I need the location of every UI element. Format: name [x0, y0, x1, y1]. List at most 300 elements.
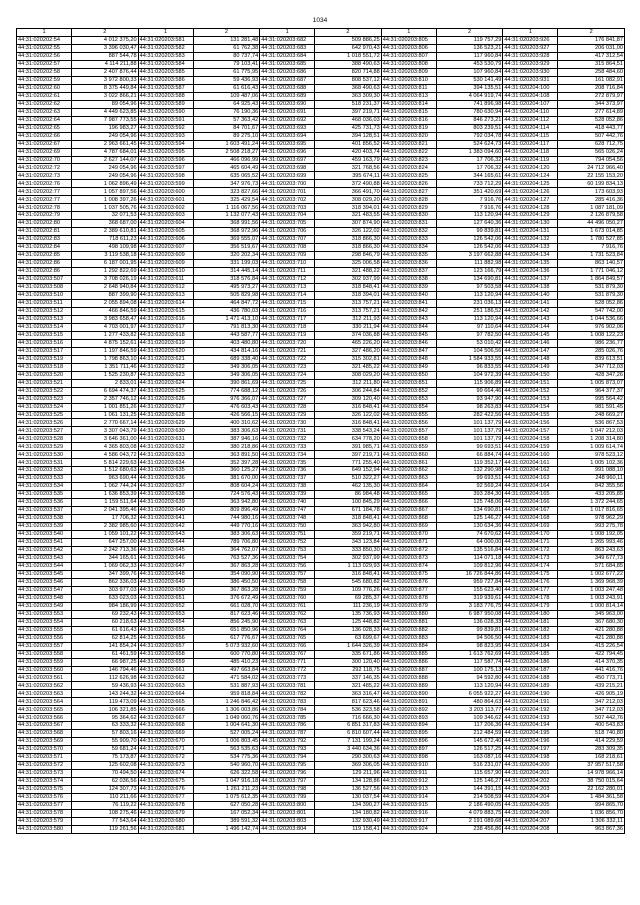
cadastral-number-cell: 44:31:020203:516: [17, 339, 72, 347]
cadastral-value-cell: 1 261 211,23: [193, 786, 260, 794]
cadastral-value-cell: 527 005,24: [193, 730, 260, 738]
cadastral-value-cell: 4 079 883,75: [436, 809, 503, 817]
cadastral-number-cell: 44:31:020203:570: [17, 746, 72, 754]
cadastral-number-cell: 44:31:020204:176: [503, 578, 558, 586]
cadastral-value-cell: 60 218,63: [72, 618, 139, 626]
cadastral-number-cell: 44:31:020203:723: [260, 363, 315, 371]
cadastral-number-cell: 44:31:020202:69: [17, 148, 72, 156]
cadastral-number-cell: 44:31:020203:596: [138, 156, 193, 164]
cadastral-number-cell: 44:31:020203:931: [503, 76, 558, 84]
cadastral-value-cell: 60 199 834,13: [558, 180, 625, 188]
cadastral-value-cell: 129 211,96: [315, 770, 382, 778]
cadastral-value-cell: 5 073 932,60: [193, 642, 260, 650]
cadastral-number-cell: 44:31:020203:677: [138, 794, 193, 802]
cadastral-number-cell: 44:31:020203:828: [381, 196, 436, 204]
cadastral-number-cell: 44:31:020203:532: [17, 467, 72, 475]
cadastral-number-cell: 44:31:020204:144: [503, 323, 558, 331]
table-row: [17, 427, 625, 435]
cadastral-number-cell: 44:31:020203:659: [138, 658, 193, 666]
cadastral-number-cell: 44:31:020203:753: [260, 546, 315, 554]
table-row: [17, 475, 625, 483]
cadastral-value-cell: 6 851 317,83: [315, 722, 382, 730]
cadastral-number-cell: 44:31:020203:850: [381, 371, 436, 379]
cadastral-number-cell: 44:31:020203:556: [17, 634, 72, 642]
cadastral-value-cell: 131 281,48: [193, 36, 260, 44]
cadastral-value-cell: 315 302,81: [315, 355, 382, 363]
cadastral-number-cell: 44:31:020203:867: [381, 507, 436, 515]
cadastral-number-cell: 44:31:020202:79: [17, 212, 72, 220]
cadastral-number-cell: 44:31:020203:628: [138, 411, 193, 419]
cadastral-number-cell: 44:31:020204:197: [503, 746, 558, 754]
cadastral-value-cell: 3 119 538,18: [72, 252, 139, 260]
cadastral-value-cell: 771 255,40: [315, 459, 382, 467]
cadastral-number-cell: 44:31:020203:535: [17, 491, 72, 499]
table-row: [17, 403, 625, 411]
cadastral-number-cell: 44:31:020203:602: [138, 204, 193, 212]
table-row: [17, 443, 625, 451]
cadastral-number-cell: 44:31:020203:832: [381, 228, 436, 236]
cadastral-value-cell: 369 555,07: [193, 236, 260, 244]
cadastral-number-cell: 44:31:020203:676: [138, 786, 193, 794]
cadastral-number-cell: 44:31:020203:894: [381, 722, 436, 730]
cadastral-value-cell: 1 062 896,49: [72, 180, 139, 188]
cadastral-value-cell: 434 814,16: [193, 347, 260, 355]
cadastral-number-cell: 44:31:020203:587: [138, 84, 193, 92]
cadastral-number-cell: 44:31:020203:523: [17, 395, 72, 403]
cadastral-number-cell: 44:31:020203:662: [138, 674, 193, 682]
cadastral-value-cell: 1 005 873,07: [558, 379, 625, 387]
cadastral-value-cell: 524 624,73: [436, 140, 503, 148]
cadastral-value-cell: 300 120,40: [315, 658, 382, 666]
cadastral-value-cell: 59 436,93: [72, 682, 139, 690]
cadastral-value-cell: 283 309,35: [558, 746, 625, 754]
cadastral-number-cell: 44:31:020203:761: [260, 602, 315, 610]
cadastral-value-cell: 1 003 243,91: [558, 594, 625, 602]
cadastral-value-cell: 125 448,82: [315, 618, 382, 626]
cadastral-number-cell: 44:31:020203:892: [381, 706, 436, 714]
table-row: [17, 714, 625, 722]
cadastral-value-cell: 4 365 803,08: [72, 443, 139, 451]
cadastral-value-cell: 647 257,00: [72, 539, 139, 547]
cadastral-value-cell: 104 506,56: [436, 347, 503, 355]
cadastral-number-cell: 44:31:020203:784: [260, 706, 315, 714]
cadastral-value-cell: 401 856,52: [315, 140, 382, 148]
cadastral-value-cell: 1 496 142,74: [193, 825, 260, 833]
table-row: [17, 100, 625, 108]
cadastral-value-cell: 313 757,21: [315, 299, 382, 307]
cadastral-value-cell: 96 833,55: [436, 363, 503, 371]
cadastral-value-cell: 367 863,28: [193, 562, 260, 570]
cadastral-value-cell: 468 036,03: [315, 116, 382, 124]
cadastral-number-cell: 44:31:020203:601: [138, 196, 193, 204]
cadastral-number-cell: 44:31:020203:544: [17, 562, 72, 570]
cadastral-number-cell: 44:31:020203:603: [138, 212, 193, 220]
cadastral-number-cell: 44:31:020204:166: [503, 499, 558, 507]
cadastral-number-cell: 44:31:020203:783: [260, 698, 315, 706]
cadastral-number-cell: 44:31:020203:771: [260, 658, 315, 666]
header-cell: 1: [17, 29, 72, 37]
cadastral-number-cell: 44:31:020202:76: [17, 180, 72, 188]
table-row: [17, 395, 625, 403]
table-row: [17, 531, 625, 539]
cadastral-number-cell: 44:31:020202:64: [17, 116, 72, 124]
cadastral-number-cell: 44:31:020203:707: [260, 236, 315, 244]
cadastral-value-cell: 480 864,63: [436, 698, 503, 706]
cadastral-number-cell: 44:31:020203:521: [17, 379, 72, 387]
header-cell: 2: [558, 29, 625, 37]
cadastral-value-cell: 134 390,27: [315, 801, 382, 809]
cadastral-value-cell: 338 543,24: [315, 427, 382, 435]
cadastral-value-cell: 400 543,83: [558, 722, 625, 730]
cadastral-value-cell: 4 703 001,97: [72, 323, 139, 331]
cadastral-number-cell: 44:31:020204:136: [503, 268, 558, 276]
table-row: [17, 371, 625, 379]
cadastral-value-cell: 2 357 746,12: [72, 395, 139, 403]
table-row: [17, 825, 625, 833]
cadastral-number-cell: 44:31:020203:663: [138, 682, 193, 690]
cadastral-value-cell: 536 323,58: [315, 706, 382, 714]
cadastral-value-cell: 98 823,95: [436, 642, 503, 650]
cadastral-value-cell: 403 480,80: [193, 339, 260, 347]
cadastral-value-cell: 57 363,42: [193, 116, 260, 124]
cadastral-value-cell: 2 186 490,05: [436, 801, 503, 809]
table-row: [17, 698, 625, 706]
cadastral-number-cell: 44:31:020204:192: [503, 706, 558, 714]
cadastral-number-cell: 44:31:020204:172: [503, 546, 558, 554]
cadastral-value-cell: 978 962,29: [558, 515, 625, 523]
table-row: [17, 650, 625, 658]
cadastral-number-cell: 44:31:020203:814: [381, 100, 436, 108]
cadastral-value-cell: 111 882,98: [436, 260, 503, 268]
cadastral-number-cell: 44:31:020203:740: [260, 499, 315, 507]
cadastral-number-cell: 44:31:020203:622: [138, 363, 193, 371]
cadastral-value-cell: 389 591,32: [193, 817, 260, 825]
cadastral-value-cell: 66 884,74: [436, 451, 503, 459]
cadastral-value-cell: 808 604,24: [193, 483, 260, 491]
cadastral-number-cell: 44:31:020203:808: [381, 60, 436, 68]
cadastral-number-cell: 44:31:020203:913: [381, 786, 436, 794]
table-row: [17, 323, 625, 331]
cadastral-number-cell: 44:31:020203:809: [381, 68, 436, 76]
cadastral-number-cell: 44:31:020204:153: [503, 395, 558, 403]
cadastral-value-cell: 394 135,51: [436, 84, 503, 92]
cadastral-number-cell: 44:31:020204:195: [503, 730, 558, 738]
cadastral-number-cell: 44:31:020204:171: [503, 539, 558, 547]
cadastral-value-cell: 143 244,32: [72, 690, 139, 698]
cadastral-value-cell: 7 131 199,24: [315, 738, 382, 746]
cadastral-number-cell: 44:31:020204:124: [503, 172, 558, 180]
cadastral-value-cell: 290 300,63: [315, 754, 382, 762]
cadastral-value-cell: 4 012 375,20: [72, 36, 139, 44]
cadastral-number-cell: 44:31:020204:149: [503, 363, 558, 371]
cadastral-value-cell: 249 054,96: [72, 132, 139, 140]
cadastral-value-cell: 75 173,87: [72, 754, 139, 762]
cadastral-value-cell: 92 569,24: [436, 483, 503, 491]
cadastral-value-cell: 66 987,25: [72, 658, 139, 666]
cadastral-number-cell: 44:31:020204:196: [503, 738, 558, 746]
cadastral-number-cell: 44:31:020204:157: [503, 427, 558, 435]
cadastral-number-cell: 44:31:020203:726: [260, 387, 315, 395]
cadastral-number-cell: 44:31:020203:736: [260, 467, 315, 475]
cadastral-number-cell: 44:31:020203:878: [381, 594, 436, 602]
cadastral-number-cell: 44:31:020204:135: [503, 260, 558, 268]
cadastral-value-cell: 117 587,74: [436, 658, 503, 666]
cadastral-value-cell: 763 527,36: [193, 554, 260, 562]
cadastral-number-cell: 44:31:020203:756: [260, 562, 315, 570]
cadastral-number-cell: 44:31:020204:120: [503, 164, 558, 172]
cadastral-value-cell: 1 584 933,55: [436, 355, 503, 363]
table-row: [17, 331, 625, 339]
cadastral-value-cell: 376 672,49: [193, 594, 260, 602]
cadastral-number-cell: 44:31:020203:714: [260, 291, 315, 299]
cadastral-number-cell: 44:31:020203:634: [138, 459, 193, 467]
cadastral-value-cell: 347 976,73: [193, 180, 260, 188]
table-row: [17, 379, 625, 387]
cadastral-number-cell: 44:31:020204:137: [503, 276, 558, 284]
cadastral-value-cell: 507 442,76: [558, 714, 625, 722]
cadastral-number-cell: 44:31:020203:847: [381, 347, 436, 355]
cadastral-value-cell: 17 706,32: [436, 164, 503, 172]
cadastral-value-cell: 32 071,53: [72, 212, 139, 220]
cadastral-number-cell: 44:31:020203:836: [381, 260, 436, 268]
cadastral-number-cell: 44:31:020203:822: [381, 148, 436, 156]
table-row: [17, 180, 625, 188]
cadastral-number-cell: 44:31:020203:722: [260, 355, 315, 363]
cadastral-value-cell: 528 052,86: [558, 116, 625, 124]
table-row: [17, 276, 625, 284]
cadastral-value-cell: 1 512 680,63: [72, 467, 139, 475]
cadastral-value-cell: 316 848,41: [315, 570, 382, 578]
table-row: [17, 52, 625, 60]
cadastral-value-cell: 126 542,06: [436, 244, 503, 252]
cadastral-number-cell: 44:31:020203:515: [17, 331, 72, 339]
cadastral-number-cell: 44:31:020203:930: [503, 68, 558, 76]
cadastral-number-cell: 44:31:020203:912: [381, 778, 436, 786]
cadastral-value-cell: 2 055 894,08: [72, 299, 139, 307]
cadastral-value-cell: 163 087,16: [436, 754, 503, 762]
cadastral-value-cell: 53 010,42: [436, 339, 503, 347]
cadastral-value-cell: 238 456,86: [436, 825, 503, 833]
cadastral-number-cell: 44:31:020203:685: [260, 60, 315, 68]
cadastral-number-cell: 44:31:020203:813: [381, 92, 436, 100]
cadastral-number-cell: 44:31:020203:528: [17, 435, 72, 443]
cadastral-value-cell: 368 687,00: [72, 220, 139, 228]
table-row: [17, 76, 625, 84]
cadastral-value-cell: 98 263,83: [436, 403, 503, 411]
cadastral-value-cell: 62 814,25: [72, 634, 139, 642]
cadastral-number-cell: 44:31:020204:183: [503, 634, 558, 642]
cadastral-number-cell: 44:31:020203:728: [260, 403, 315, 411]
table-row: [17, 451, 625, 459]
cadastral-number-cell: 44:31:020203:605: [138, 228, 193, 236]
cadastral-number-cell: 44:31:020203:522: [17, 387, 72, 395]
cadastral-value-cell: 984 186,99: [72, 602, 139, 610]
cadastral-value-cell: 321 768,56: [315, 164, 382, 172]
cadastral-number-cell: 44:31:020203:580: [17, 825, 72, 833]
cadastral-value-cell: 380 218,86: [193, 443, 260, 451]
cadastral-number-cell: 44:31:020202:73: [17, 172, 72, 180]
cadastral-value-cell: 7 916,76: [436, 204, 503, 212]
table-row: [17, 108, 625, 116]
cadastral-number-cell: 44:31:020203:852: [381, 387, 436, 395]
cadastral-number-cell: 44:31:020203:696: [260, 148, 315, 156]
table-row: [17, 515, 625, 523]
cadastral-number-cell: 44:31:020203:869: [381, 523, 436, 531]
cadastral-value-cell: 689 338,40: [193, 355, 260, 363]
cadastral-number-cell: 44:31:020203:827: [381, 188, 436, 196]
cadastral-value-cell: 1 771 046,12: [558, 268, 625, 276]
cadastral-number-cell: 44:31:020203:823: [381, 156, 436, 164]
cadastral-number-cell: 44:31:020203:536: [17, 499, 72, 507]
cadastral-value-cell: 1 036 856,70: [558, 809, 625, 817]
cadastral-value-cell: 318 394,01: [315, 291, 382, 299]
cadastral-number-cell: 44:31:020203:703: [260, 204, 315, 212]
cadastral-value-cell: 1 057 897,56: [72, 188, 139, 196]
cadastral-value-cell: 466 846,59: [72, 307, 139, 315]
cadastral-value-cell: 354 090,90: [193, 570, 260, 578]
header-cell: 1: [138, 29, 193, 37]
cadastral-value-cell: 320 202,34: [193, 252, 260, 260]
cadastral-value-cell: 69 232,43: [72, 610, 139, 618]
cadastral-number-cell: 44:31:020203:751: [260, 531, 315, 539]
table-row: [17, 411, 625, 419]
cadastral-number-cell: 44:31:020204:189: [503, 682, 558, 690]
cadastral-value-cell: 995 564,42: [558, 395, 625, 403]
table-row: [17, 204, 625, 212]
cadastral-value-cell: 1 003 247,48: [558, 586, 625, 594]
table-row: [17, 68, 625, 76]
cadastral-number-cell: 44:31:020203:530: [17, 451, 72, 459]
header-cell: 2: [72, 29, 139, 37]
cadastral-value-cell: 981 591,45: [558, 403, 625, 411]
cadastral-number-cell: 44:31:020203:929: [503, 60, 558, 68]
table-row: [17, 762, 625, 770]
cadastral-number-cell: 44:31:020203:915: [381, 801, 436, 809]
cadastral-value-cell: 61 775,95: [193, 68, 260, 76]
cadastral-number-cell: 44:31:020203:837: [381, 268, 436, 276]
table-row: [17, 642, 625, 650]
cadastral-value-cell: 839 613,51: [558, 355, 625, 363]
table-row: [17, 801, 625, 809]
table-row: [17, 459, 625, 467]
cadastral-value-cell: 3 022 866,21: [72, 92, 139, 100]
cadastral-value-cell: 134 690,81: [436, 507, 503, 515]
table-row: [17, 666, 625, 674]
cadastral-value-cell: 86 984,48: [315, 491, 382, 499]
cadastral-value-cell: 2 963 661,45: [72, 140, 139, 148]
cadastral-value-cell: 563 535,63: [193, 746, 260, 754]
cadastral-value-cell: 426 566,15: [193, 411, 260, 419]
cadastral-number-cell: 44:31:020204:151: [503, 379, 558, 387]
cadastral-number-cell: 44:31:020203:653: [138, 610, 193, 618]
cadastral-value-cell: 383 306,63: [193, 427, 260, 435]
cadastral-value-cell: 319 939,61: [436, 594, 503, 602]
cadastral-value-cell: 516 231,07: [436, 762, 503, 770]
cadastral-number-cell: 44:31:020203:819: [381, 124, 436, 132]
table-row: [17, 570, 625, 578]
header-cell: 2: [315, 29, 382, 37]
header-cell: 2: [436, 29, 503, 37]
cadastral-number-cell: 44:31:020203:762: [260, 610, 315, 618]
cadastral-number-cell: 44:31:020203:700: [260, 180, 315, 188]
cadastral-value-cell: 391 985,71: [315, 443, 382, 451]
cadastral-value-cell: 97 110,64: [436, 323, 503, 331]
cadastral-number-cell: 44:31:020203:691: [260, 108, 315, 116]
cadastral-number-cell: 44:31:020202:85: [17, 252, 72, 260]
cadastral-number-cell: 44:31:020203:568: [17, 730, 72, 738]
cadastral-number-cell: 44:31:020202:54: [17, 36, 72, 44]
cadastral-value-cell: 6 055 922,27: [436, 690, 503, 698]
cadastral-value-cell: 792 034,78: [436, 132, 503, 140]
cadastral-value-cell: 963 690,44: [72, 475, 139, 483]
cadastral-value-cell: 57 803,16: [72, 730, 139, 738]
cadastral-number-cell: 44:31:020203:583: [138, 52, 193, 60]
cadastral-number-cell: 44:31:020204:117: [503, 140, 558, 148]
cadastral-number-cell: 44:31:020203:750: [260, 523, 315, 531]
cadastral-value-cell: 1 306 003,86: [193, 706, 260, 714]
cadastral-number-cell: 44:31:020203:571: [17, 754, 72, 762]
cadastral-value-cell: 343 123,84: [315, 539, 382, 547]
cadastral-value-cell: 817 623,46: [315, 698, 382, 706]
cadastral-value-cell: 1 075 612,35: [193, 794, 260, 802]
cadastral-number-cell: 44:31:020203:804: [260, 825, 315, 833]
cadastral-number-cell: 44:31:020203:648: [138, 570, 193, 578]
table-row: [17, 148, 625, 156]
cadastral-number-cell: 44:31:020203:526: [17, 419, 72, 427]
cadastral-value-cell: 366 491,70: [315, 188, 382, 196]
cadastral-number-cell: 44:31:020203:574: [17, 778, 72, 786]
page-number: 1034: [312, 17, 328, 24]
cadastral-number-cell: 44:31:020203:627: [138, 403, 193, 411]
cadastral-value-cell: 130 634,36: [436, 523, 503, 531]
cadastral-value-cell: 417 312,54: [558, 52, 625, 60]
cadastral-value-cell: 344 165,61: [436, 172, 503, 180]
cadastral-value-cell: 368 490,63: [315, 84, 382, 92]
cadastral-number-cell: 44:31:020203:834: [381, 244, 436, 252]
cadastral-number-cell: 44:31:020203:747: [260, 507, 315, 515]
table-row: [17, 618, 625, 626]
table-row: [17, 156, 625, 164]
cadastral-number-cell: 44:31:020204:148: [503, 355, 558, 363]
cadastral-number-cell: 44:31:020203:893: [381, 714, 436, 722]
cadastral-value-cell: 22 155 153,20: [558, 172, 625, 180]
cadastral-number-cell: 44:31:020203:511: [17, 299, 72, 307]
cadastral-number-cell: 44:31:020203:629: [138, 419, 193, 427]
cadastral-number-cell: 44:31:020203:898: [381, 754, 436, 762]
table-row: [17, 817, 625, 825]
cadastral-value-cell: 1 644 326,39: [315, 642, 382, 650]
cadastral-value-cell: 101 137,79: [436, 419, 503, 427]
cadastral-number-cell: 44:31:020203:645: [138, 546, 193, 554]
table-row: [17, 347, 625, 355]
cadastral-number-cell: 44:31:020203:554: [17, 618, 72, 626]
table-row: [17, 626, 625, 634]
cadastral-value-cell: 372 490,88: [315, 180, 382, 188]
cadastral-value-cell: 531 879,30: [558, 284, 625, 292]
cadastral-number-cell: 44:31:020203:640: [138, 507, 193, 515]
cadastral-value-cell: 127 640,36: [436, 220, 503, 228]
cadastral-value-cell: 64 000,00: [436, 539, 503, 547]
cadastral-value-cell: 306 244,84: [315, 387, 382, 395]
cadastral-number-cell: 44:31:020203:855: [381, 411, 436, 419]
cadastral-number-cell: 44:31:020203:891: [381, 698, 436, 706]
cadastral-value-cell: 3 307 043,79: [72, 427, 139, 435]
cadastral-number-cell: 44:31:020204:174: [503, 562, 558, 570]
cadastral-number-cell: 44:31:020203:870: [381, 531, 436, 539]
cadastral-number-cell: 44:31:020203:914: [381, 794, 436, 802]
cadastral-number-cell: 44:31:020203:538: [17, 515, 72, 523]
cadastral-number-cell: 44:31:020203:683: [260, 44, 315, 52]
